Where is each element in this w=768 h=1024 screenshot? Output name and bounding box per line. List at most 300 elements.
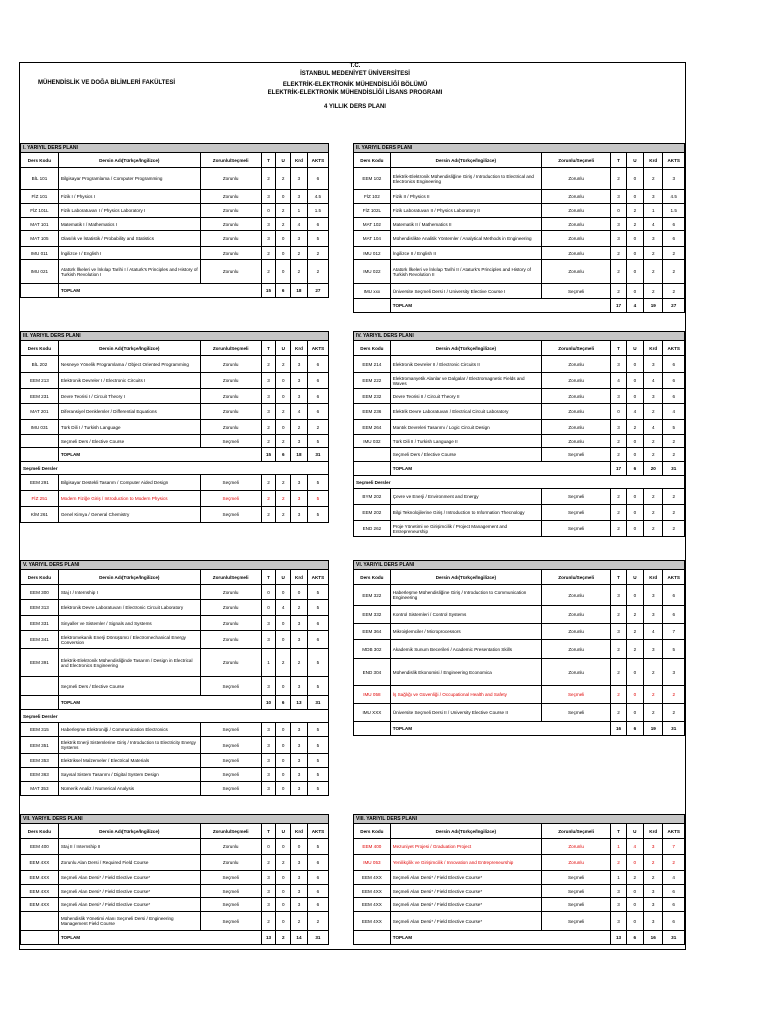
course-code: BİL 101 [21, 168, 59, 190]
column-header: U [276, 824, 291, 839]
column-header: Dersin Adı(Türkçe/İngilizce) [390, 824, 541, 839]
column-header: AKTS [663, 341, 685, 356]
course-value: 2 [644, 871, 663, 885]
course-value: 2 [626, 204, 643, 218]
course-value: 2 [276, 491, 291, 507]
total-value: 2 [276, 931, 291, 945]
course-code: EEM 300 [21, 585, 59, 600]
course-code: EEM 102 [354, 168, 391, 190]
course-value: Zorunlu [200, 389, 261, 404]
course-name: Matematik II / Mathematics II [390, 218, 541, 231]
total-label: TOPLAM [58, 284, 261, 298]
course-code [21, 435, 59, 448]
course-value: 2 [261, 855, 276, 871]
course-value: Zorunlu [541, 585, 610, 606]
header-plan: 4 YILLIK DERS PLANI [324, 104, 386, 110]
column-header: Dersin Adı(Türkçe/İngilizce) [390, 570, 541, 585]
course-value: Seçmeli [541, 686, 610, 704]
course-value: 2 [644, 168, 663, 190]
course-code: EEM 351 [21, 737, 59, 754]
column-header: T [261, 341, 276, 356]
course-value: 2 [626, 218, 643, 231]
course-value: Seçmeli [200, 475, 261, 491]
course-name: Atatürk İlkeleri ve İnkılap Tarihi II / Ataturk's Principles and History of Turkish Revolution II [390, 260, 541, 284]
course-name: Zorunlu Alan Dersi / Required Field Course [58, 855, 200, 871]
course-value: Seçmeli [200, 898, 261, 912]
course-name: Elektronik Devreler I / Electronic Circuits I [58, 373, 200, 389]
course-row [21, 871, 329, 885]
column-header: Krd [291, 570, 308, 585]
course-value: 3 [261, 898, 276, 912]
course-value: Seçmeli [200, 435, 261, 448]
course-value: 4.5 [307, 190, 328, 204]
column-header: Dersin Adı(Türkçe/İngilizce) [58, 570, 200, 585]
course-row [21, 168, 329, 190]
course-value: 3 [261, 754, 276, 768]
column-header: AKTS [663, 153, 685, 168]
course-row [21, 420, 329, 435]
course-row [21, 507, 329, 523]
course-code: IMU 032 [354, 435, 391, 448]
course-value: 2 [307, 912, 328, 931]
course-value: 0 [276, 585, 291, 600]
course-name: Nümerik Analiz / Numerical Analysis [58, 782, 200, 796]
course-name: Haberleşme Mühendisliğine Giriş / Introduction to Communication Engineering [390, 585, 541, 606]
course-row [354, 389, 685, 404]
total-spacer [21, 931, 59, 945]
course-value: 2 [663, 521, 685, 537]
column-header: Ders Kodu [354, 824, 391, 839]
column-header: Ders Kodu [21, 153, 59, 168]
course-value: 2 [276, 218, 291, 231]
course-value: Zorunlu [200, 420, 261, 435]
course-value: 2 [261, 507, 276, 523]
column-header: Zorunlu/Seçmeli [541, 570, 610, 585]
course-name: İş Sağlığı ve Güvenliği / Occupational Health and Safety [390, 686, 541, 704]
course-name: Atatürk İlkeleri ve İnkılap Tarihi I / Ataturk's Principles and History of Turkish Revolution I [58, 260, 200, 284]
course-name: Elektrik-Elektronik Mühendisliğinde Tasarım / Design in Electrical and Electronics Engineering [58, 649, 200, 677]
course-value: 4 [644, 373, 663, 389]
course-value: 5 [307, 231, 328, 247]
course-name: Seçmeli Alan Dersi* / Field Elective Course* [58, 871, 200, 885]
course-value: Zorunlu [541, 435, 610, 448]
course-value: 2 [663, 489, 685, 505]
course-name: Fizik II / Physics II [390, 190, 541, 204]
course-value: 3 [261, 871, 276, 885]
course-name: Seçmeli Ders / Elective Course [58, 435, 200, 448]
course-code: EEM 322 [354, 585, 391, 606]
course-value: 6 [663, 885, 685, 898]
course-value: 1 [611, 871, 626, 885]
column-header: T [611, 341, 626, 356]
course-row [21, 677, 329, 696]
course-row [354, 218, 685, 231]
course-name: Seçmeli Alan Dersi* / Field Elective Course* [390, 885, 541, 898]
course-value: Seçmeli [541, 912, 610, 931]
total-value: 27 [663, 299, 685, 313]
course-value: Seçmeli [541, 489, 610, 505]
column-header: AKTS [307, 341, 328, 356]
course-value: 5 [307, 768, 328, 782]
column-header: Dersin Adı(Türkçe/İngilizce) [390, 341, 541, 356]
course-value: 3 [611, 912, 626, 931]
course-value: Seçmeli [200, 491, 261, 507]
total-spacer [354, 722, 391, 736]
column-header: T [611, 824, 626, 839]
course-value: 2 [291, 260, 308, 284]
column-header: Dersin Adı(Türkçe/İngilizce) [58, 341, 200, 356]
course-value: Seçmeli [541, 448, 610, 462]
course-value: 0 [626, 885, 643, 898]
course-value: 3 [644, 885, 663, 898]
course-value: 7 [663, 624, 685, 640]
course-row [354, 284, 685, 299]
course-name: Seçmeli Alan Dersi* / Field Elective Course* [390, 912, 541, 931]
course-value: 0 [626, 855, 643, 871]
course-value: 3 [644, 389, 663, 404]
course-name: Genel Kimya / General Chemistry [58, 507, 200, 523]
course-value: 3 [644, 839, 663, 855]
course-value: 5 [307, 585, 328, 600]
course-value: Seçmeli [200, 723, 261, 737]
course-value: 0 [626, 247, 643, 260]
total-value: 19 [644, 722, 663, 736]
semester-7-table [20, 814, 329, 945]
course-value: 3 [611, 231, 626, 247]
course-value: Zorunlu [541, 204, 610, 218]
course-code [354, 448, 391, 462]
course-name: Bilgisayar Programlama / Computer Programming [58, 168, 200, 190]
course-value: 2 [261, 435, 276, 448]
semester-4-table [353, 331, 685, 537]
course-value: Zorunlu [200, 649, 261, 677]
course-row [354, 260, 685, 284]
course-name: Sayısal Sistem Tasarımı / Digital System Design [58, 768, 200, 782]
course-value: 2 [261, 168, 276, 190]
total-value: 31 [307, 448, 328, 462]
course-row [354, 404, 685, 420]
course-value: 2 [663, 855, 685, 871]
course-value: 0 [626, 448, 643, 462]
course-value: 5 [307, 677, 328, 696]
course-value: 3 [611, 585, 626, 606]
course-name: Modern Fiziğe Giriş / Introduction to Modern Physics [58, 491, 200, 507]
course-value: Zorunlu [200, 168, 261, 190]
column-header: U [626, 153, 643, 168]
course-code: EEM 4XX [21, 871, 59, 885]
course-value: 0 [276, 190, 291, 204]
course-value: 2 [276, 475, 291, 491]
course-value: 0 [626, 190, 643, 204]
course-code: EEM 315 [21, 723, 59, 737]
course-row [354, 659, 685, 686]
course-row [354, 204, 685, 218]
course-row [354, 898, 685, 912]
course-code: EEM 363 [21, 768, 59, 782]
course-value: Zorunlu [541, 247, 610, 260]
course-name: Staj I / Internship I [58, 585, 200, 600]
course-value: 2 [261, 420, 276, 435]
course-value: 2 [644, 404, 663, 420]
course-code: END 262 [354, 521, 391, 537]
course-code: EEM 4XX [21, 898, 59, 912]
course-value: 4 [626, 839, 643, 855]
course-name: Bilgisayar Destekli Tasarım / Computer Aided Design [58, 475, 200, 491]
course-value: Zorunlu [200, 600, 261, 616]
course-value: 0 [276, 231, 291, 247]
course-value: 0 [261, 204, 276, 218]
course-value: 0 [276, 754, 291, 768]
total-spacer [354, 931, 391, 945]
course-row [21, 218, 329, 231]
course-value: 2 [276, 855, 291, 871]
course-value: 2 [291, 600, 308, 616]
total-value: 6 [276, 448, 291, 462]
course-value: Seçmeli [541, 885, 610, 898]
course-value: 6 [307, 404, 328, 420]
course-value: 5 [307, 435, 328, 448]
course-name: Sinyaller ve Sistemler / Signals and Systems [58, 616, 200, 631]
course-value: 2 [663, 260, 685, 284]
course-value: 3 [261, 231, 276, 247]
course-row [21, 782, 329, 796]
semester-title: I. YARIYIL DERS PLANI [21, 144, 329, 153]
course-value: 6 [663, 231, 685, 247]
course-value: 5 [307, 475, 328, 491]
course-value: 2 [611, 505, 626, 521]
course-value: 2 [261, 491, 276, 507]
course-code: IMU 022 [354, 260, 391, 284]
course-code: IMU 012 [354, 247, 391, 260]
course-value: 3 [291, 782, 308, 796]
course-code: EEM 332 [354, 606, 391, 624]
course-code: EEM 291 [21, 475, 59, 491]
course-value: 2 [611, 168, 626, 190]
course-value: 2 [626, 624, 643, 640]
electives-title: Seçmeli Dersler [21, 710, 329, 723]
course-value: 3 [291, 885, 308, 898]
course-code: EEM 4XX [354, 885, 391, 898]
total-value: 13 [291, 696, 308, 710]
course-value: 0 [276, 768, 291, 782]
column-header: T [261, 153, 276, 168]
course-name: Çevre ve Enerji / Environment and Energy [390, 489, 541, 505]
total-value: 6 [276, 284, 291, 298]
course-code: FİZ 102L [354, 204, 391, 218]
course-value: 0 [261, 839, 276, 855]
total-label: TOPLAM [390, 931, 611, 945]
course-row [354, 521, 685, 537]
total-value: 31 [307, 696, 328, 710]
course-name: Staj II / Internship II [58, 839, 200, 855]
course-value: 2 [307, 260, 328, 284]
course-value: 2 [644, 448, 663, 462]
course-value: 0 [276, 616, 291, 631]
course-code: EEM 214 [354, 356, 391, 373]
course-row [21, 260, 329, 284]
course-row [21, 737, 329, 754]
course-value: 0 [276, 912, 291, 931]
course-name: Elektromekanik Enerji Dönüşümü / Electromechanical Energy Conversion [58, 631, 200, 649]
course-value: 3 [261, 218, 276, 231]
course-name: Elektromanyetik Alanlar ve Dalgalar / Electromagnetic Fields and Waves [390, 373, 541, 389]
course-value: 0 [261, 585, 276, 600]
column-header: AKTS [307, 824, 328, 839]
course-value: 3 [261, 631, 276, 649]
column-header: T [611, 570, 626, 585]
electives-title: Seçmeli Dersler [354, 476, 685, 489]
course-code: EEM 264 [354, 420, 391, 435]
course-value: 0 [626, 260, 643, 284]
course-value: 5 [307, 737, 328, 754]
course-value: 2 [626, 871, 643, 885]
course-value: Seçmeli [200, 912, 261, 931]
course-value: Seçmeli [541, 898, 610, 912]
course-value: Seçmeli [541, 871, 610, 885]
course-value: 0 [626, 686, 643, 704]
course-value: 2 [611, 284, 626, 299]
course-value: 2 [644, 260, 663, 284]
total-label: TOPLAM [390, 462, 611, 476]
course-value: 3 [291, 871, 308, 885]
course-value: Seçmeli [200, 507, 261, 523]
course-code: EEM 4XX [21, 855, 59, 871]
course-value: Seçmeli [200, 677, 261, 696]
column-header: Dersin Adı(Türkçe/İngilizce) [58, 824, 200, 839]
course-value: 3 [261, 404, 276, 420]
course-name: Elektrik Enerji Sistemlerine Giriş / Introduction to Electricity Energy Systems [58, 737, 200, 754]
course-value: 0 [276, 389, 291, 404]
course-row [354, 420, 685, 435]
course-row [21, 204, 329, 218]
column-header: T [611, 153, 626, 168]
course-code: FİZ 101L [21, 204, 59, 218]
course-row [354, 231, 685, 247]
course-value: 0 [276, 871, 291, 885]
semester-title: IV. YARIYIL DERS PLANI [354, 332, 685, 341]
course-code: FİZ 102 [354, 190, 391, 204]
column-header: AKTS [307, 570, 328, 585]
course-code: EEM 231 [21, 389, 59, 404]
course-name: Seçmeli Ders / Elective Course [390, 448, 541, 462]
course-value: Zorunlu [541, 404, 610, 420]
course-row [21, 389, 329, 404]
course-value: 0 [626, 284, 643, 299]
course-value: 2 [307, 247, 328, 260]
course-row [354, 448, 685, 462]
course-value: 3 [644, 356, 663, 373]
course-code: IMU XXX [354, 704, 391, 722]
course-value: 1 [291, 204, 308, 218]
course-name: İngilizce I / English I [58, 247, 200, 260]
course-value: 6 [663, 373, 685, 389]
course-value: 3 [291, 737, 308, 754]
course-value: 2 [644, 704, 663, 722]
course-value: 2 [611, 855, 626, 871]
course-code: EEM 400 [21, 839, 59, 855]
total-value: 18 [291, 448, 308, 462]
course-value: 2 [276, 204, 291, 218]
total-value: 6 [626, 931, 643, 945]
column-header: Krd [291, 153, 308, 168]
course-code: EEM 232 [354, 389, 391, 404]
total-value: 31 [663, 462, 685, 476]
course-value: Seçmeli [541, 521, 610, 537]
column-header: AKTS [663, 824, 685, 839]
course-value: 2 [276, 435, 291, 448]
course-value: 6 [307, 616, 328, 631]
total-value: 17 [611, 462, 626, 476]
course-row [354, 885, 685, 898]
course-name: Elektrik-Elektronik Mühendisliğine Giriş / Introduction to Electrical and Electronics Engineering [390, 168, 541, 190]
course-row [354, 839, 685, 855]
column-header: Krd [291, 341, 308, 356]
course-code [21, 912, 59, 931]
total-value: 6 [626, 722, 643, 736]
course-value: 3 [261, 723, 276, 737]
course-row [21, 356, 329, 373]
course-value: 2 [626, 606, 643, 624]
course-row [354, 606, 685, 624]
course-name: Olasılık ve İstatistik / Probability and Statistics [58, 231, 200, 247]
total-spacer [21, 284, 59, 298]
total-label: TOPLAM [390, 722, 611, 736]
course-name: Yenilikçilik ve Girişimcilik / Innovation and Entrepreneurship [390, 855, 541, 871]
course-value: 5 [307, 507, 328, 523]
course-value: 4 [644, 218, 663, 231]
course-value: 3 [261, 190, 276, 204]
course-name: Mantık Devreleri Tasarımı / Logic Circuit Design [390, 420, 541, 435]
course-code: END 304 [354, 659, 391, 686]
course-value: Seçmeli [541, 284, 610, 299]
course-code: EEM 313 [21, 600, 59, 616]
course-value: 6 [307, 871, 328, 885]
course-value: Zorunlu [541, 420, 610, 435]
course-value: 0 [276, 737, 291, 754]
course-value: 6 [307, 855, 328, 871]
column-header: Ders Kodu [354, 570, 391, 585]
course-name: Mühendislikte Analitik Yöntemler / Analytical Methods in Engineering [390, 231, 541, 247]
course-value: 0 [276, 839, 291, 855]
course-row [354, 356, 685, 373]
course-code: MAT 201 [21, 404, 59, 420]
course-row [21, 855, 329, 871]
course-code: IMU xxx [354, 284, 391, 299]
course-row [354, 247, 685, 260]
course-value: 3 [663, 659, 685, 686]
course-value: 6 [663, 606, 685, 624]
course-value: 6 [307, 218, 328, 231]
course-value: 4 [644, 420, 663, 435]
course-name: İngilizce II / English II [390, 247, 541, 260]
course-value: 0 [276, 677, 291, 696]
column-header: Ders Kodu [21, 570, 59, 585]
course-value: 6 [307, 168, 328, 190]
course-value: 0 [626, 489, 643, 505]
course-value: Zorunlu [200, 631, 261, 649]
course-name: Elektriksel Malzemeler / Electrical Materials [58, 754, 200, 768]
course-row [354, 855, 685, 871]
course-code: EEM 213 [21, 373, 59, 389]
course-value: Zorunlu [541, 190, 610, 204]
column-header: U [276, 341, 291, 356]
header-department: ELEKTRİK-ELEKTRONİK MÜHENDİSLİĞİ BÖLÜMÜ [282, 82, 428, 88]
electives-title: Seçmeli Dersler [21, 462, 329, 475]
course-value: 3 [611, 885, 626, 898]
course-value: 2 [644, 505, 663, 521]
course-code: KİM 261 [21, 507, 59, 523]
course-value: 2 [644, 855, 663, 871]
